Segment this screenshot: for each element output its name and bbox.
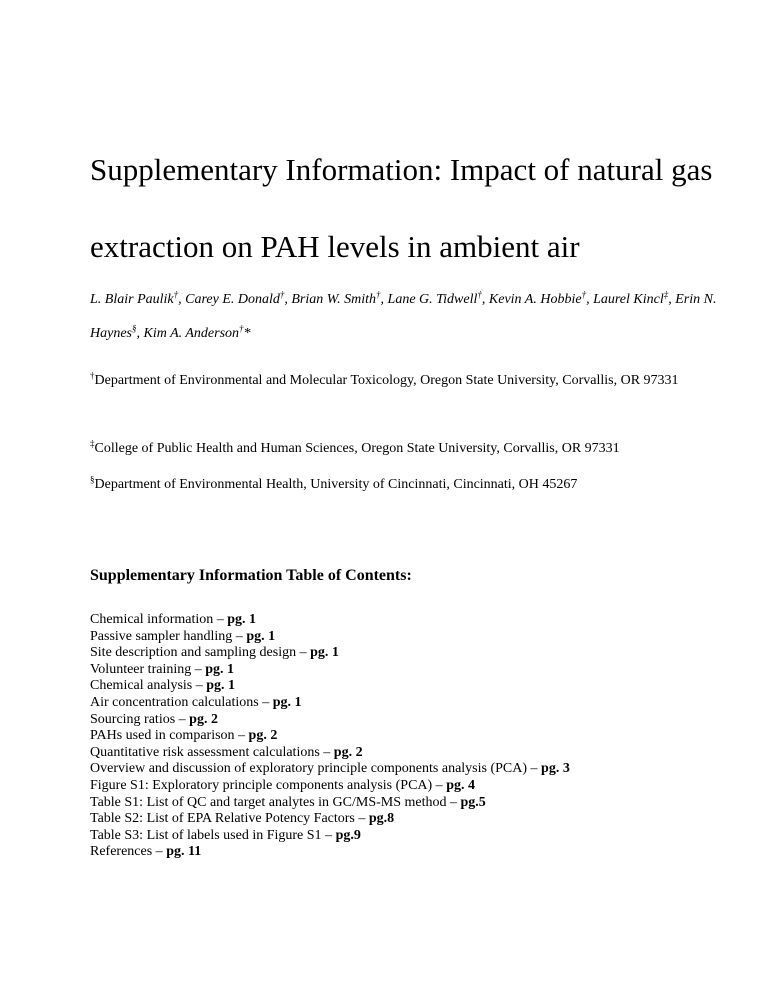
toc-item: Overview and discussion of exploratory principle components analysis (PCA) – pg. 3 bbox=[90, 761, 570, 777]
author: Laurel Kincl‡, bbox=[593, 289, 676, 307]
author: Erin N. Haynes§, bbox=[90, 292, 717, 341]
toc-item: Sourcing ratios – pg. 2 bbox=[90, 711, 218, 727]
paper-title: Supplementary Information: Impact of natural gas extraction on PAH levels in ambient air bbox=[90, 152, 713, 264]
toc-item: Table S2: List of EPA Relative Potency Factors – pg.8 bbox=[90, 811, 395, 827]
toc-item: Volunteer training – pg. 1 bbox=[90, 661, 235, 677]
author-list bbox=[90, 283, 730, 351]
toc-list bbox=[90, 612, 750, 861]
affiliation-cincinnati: §Department of Environmental Health, University of Cincinnati, Cincinnati, OH 45267 bbox=[90, 474, 578, 492]
toc-item: Table S3: List of labels used in Figure S1 – pg.9 bbox=[90, 827, 361, 843]
author: Lane G. Tidwell†, bbox=[387, 289, 489, 307]
toc-heading: Supplementary Information Table of Contents: bbox=[90, 567, 412, 584]
toc-item: Figure S1: Exploratory principle components analysis (PCA) – pg. 4 bbox=[90, 777, 475, 793]
toc-item: Site description and sampling design – pg. 1 bbox=[90, 645, 339, 661]
affiliation-osu-public-health: ‡College of Public Health and Human Sciences, Oregon State University, Corvallis, OR 97331 bbox=[90, 438, 620, 456]
author: Kim A. Anderson†* bbox=[143, 323, 251, 341]
toc-item: References – pg. 11 bbox=[90, 844, 202, 860]
author: L. Blair Paulik†, bbox=[90, 289, 186, 307]
toc-item: Passive sampler handling – pg. 1 bbox=[90, 628, 276, 644]
affiliation-osu-toxicology: †Department of Environmental and Molecular Toxicology, Oregon State University, Corvallis, OR 97331 bbox=[90, 370, 679, 388]
author: Carey E. Donald†, bbox=[185, 289, 292, 307]
author: Brian W. Smith†, bbox=[291, 289, 388, 307]
toc-item: Table S1: List of QC and target analytes in GC/MS-MS method – pg.5 bbox=[90, 794, 486, 810]
toc-item: Quantitative risk assessment calculations – pg. 2 bbox=[90, 744, 363, 760]
toc-item: Chemical information – pg. 1 bbox=[90, 612, 257, 627]
toc-item: Chemical analysis – pg. 1 bbox=[90, 678, 236, 694]
toc-item: PAHs used in comparison – pg. 2 bbox=[90, 728, 278, 744]
toc-item: Air concentration calculations – pg. 1 bbox=[90, 694, 302, 710]
author: Kevin A. Hobbie†, bbox=[488, 289, 594, 307]
